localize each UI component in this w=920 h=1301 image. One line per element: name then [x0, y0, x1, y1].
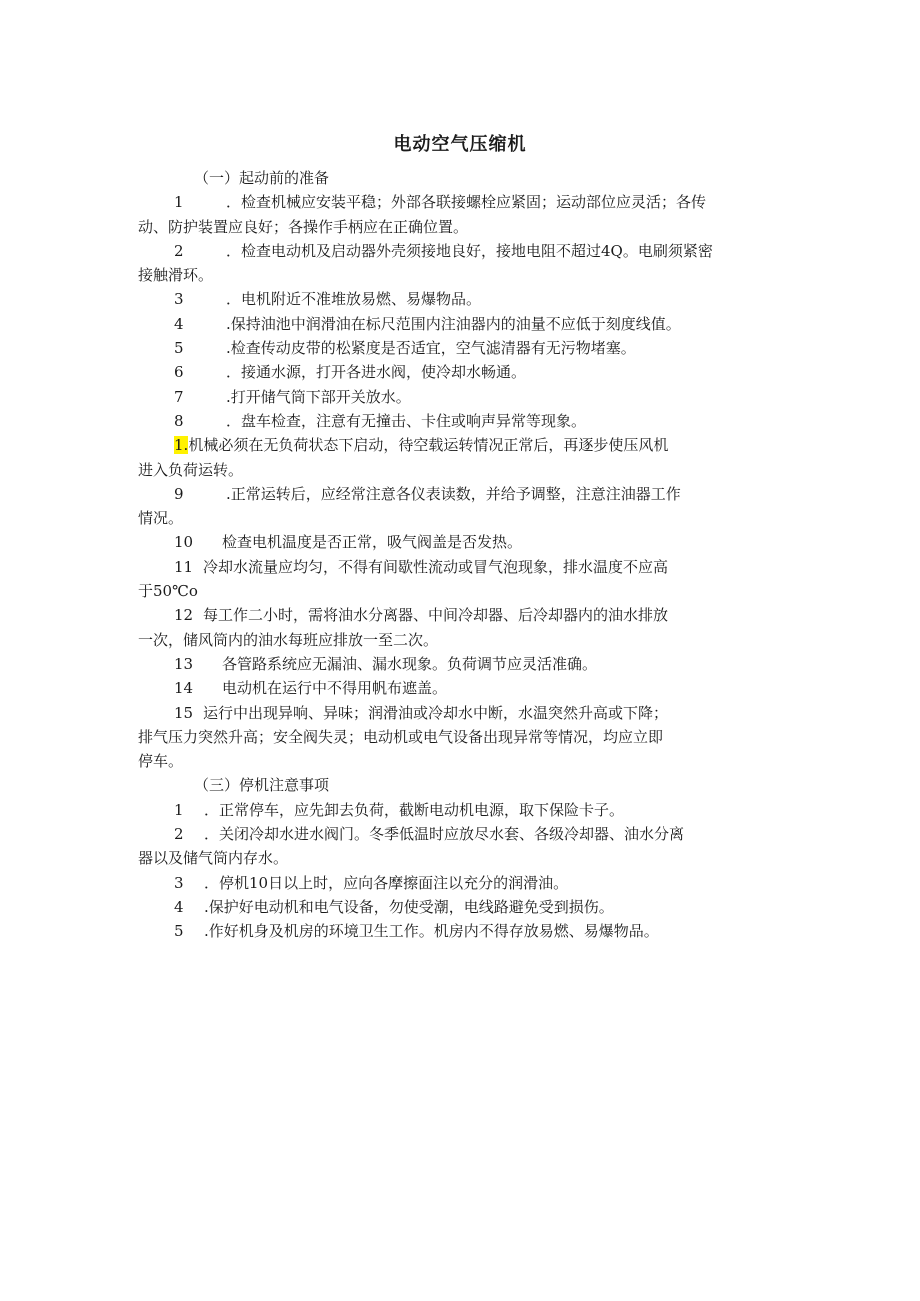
list-item: [138, 603, 784, 627]
item-text: 各管路系统应无漏油、漏水现象。负荷调节应灵活准确。: [222, 654, 598, 673]
list-item: [138, 336, 784, 360]
continuation-line: 器以及储气筒内存水。: [138, 849, 289, 868]
item-number: 4: [174, 314, 184, 333]
item-number: 10: [174, 533, 194, 552]
item-number: 7: [174, 387, 184, 406]
list-item: [138, 652, 784, 676]
list-item: [138, 676, 784, 700]
continuation-line: 接触滑环。: [138, 266, 214, 285]
item-number: 1: [174, 800, 184, 819]
list-item: [138, 895, 784, 919]
continuation-line: 排气压力突然升高；安全阀失灵；电动机或电气设备出现异常等情况，均应立即: [138, 727, 664, 746]
list-item: [138, 822, 784, 846]
item-text: .打开储气筒下部开关放水。: [226, 387, 411, 406]
page-title: 电动空气压缩机: [393, 134, 527, 155]
item-number: 5: [174, 922, 184, 941]
list-item: [138, 312, 784, 336]
list-item: [138, 385, 784, 409]
continuation-line: 一次，储风筒内的油水每班应排放一至二次。: [138, 630, 439, 649]
item-number: 9: [174, 484, 184, 503]
item-number: 11: [174, 557, 194, 576]
item-text: 每工作二小时，需将油水分离器、中间冷却器、后冷却器内的油水排放: [203, 606, 669, 625]
list-item: [138, 871, 784, 895]
item-text: .检查传动皮带的松紧度是否适宜，空气滤清器有无污物堵塞。: [226, 339, 636, 358]
item-text: 冷却水流量应均匀，不得有间歇性流动或冒气泡现象，排水温度不应高: [203, 557, 669, 576]
item-number: 14: [174, 679, 194, 698]
item-text: ．检查机械应安装平稳；外部各联接螺栓应紧固；运动部位应灵活；各传: [226, 193, 707, 212]
list-item: [138, 555, 784, 579]
item-text: 机械必须在无负荷状态下启动，待空载运转情况正常后，再逐步使压风机: [188, 436, 669, 455]
item-number: 15: [174, 703, 194, 722]
item-text: .作好机身及机房的环境卫生工作。机房内不得存放易燃、易爆物品。: [204, 922, 659, 941]
list-item: [138, 190, 784, 214]
list-item: [138, 239, 784, 263]
list-item: [138, 409, 784, 433]
list-item: [138, 360, 784, 384]
item-text: ．正常停车，应先卸去负荷，截断电动机电源，取下保险卡子。: [204, 800, 625, 819]
continuation-line: 于50℃o: [138, 582, 198, 601]
item-text: ．检查电动机及启动器外壳须接地良好，接地电阻不超过4Q。电刷须紧密: [226, 241, 713, 260]
section-heading: （三）停机注意事项: [194, 776, 330, 795]
list-item: [138, 482, 784, 506]
item-text: ．关闭冷却水进水阀门。冬季低温时应放尽水套、各级冷却器、油水分离: [204, 825, 685, 844]
item-number: 13: [174, 654, 194, 673]
list-item: [138, 287, 784, 311]
continuation-line: 进入负荷运转。: [138, 460, 244, 479]
list-item: [138, 798, 784, 822]
list-item: [138, 530, 784, 554]
item-text: ．接通水源，打开各进水阀，使冷却水畅通。: [226, 363, 527, 382]
item-number: 2: [174, 241, 184, 260]
item-number: 12: [174, 606, 194, 625]
item-text: ．停机10日以上时，应向各摩擦面注以充分的润滑油。: [204, 873, 569, 892]
continuation-line: 动、防护装置应良好；各操作手柄应在正确位置。: [138, 217, 469, 236]
continuation-line: 停车。: [138, 752, 184, 771]
continuation-line: 情况。: [138, 509, 184, 528]
item-number: 8: [174, 411, 184, 430]
item-number: 5: [174, 339, 184, 358]
document-body: [138, 166, 784, 944]
item-text: ．盘车检查，注意有无撞击、卡住或响声异常等现象。: [226, 411, 587, 430]
item-number: 3: [174, 290, 184, 309]
item-text: .正常运转后，应经常注意各仪表读数，并给予调整，注意注油器工作: [226, 484, 681, 503]
item-number: 1: [174, 193, 184, 212]
item-number: 6: [174, 363, 184, 382]
highlighted-item-number: 1.: [174, 436, 189, 455]
item-text: ．电机附近不准堆放易燃、易爆物品。: [226, 290, 482, 309]
item-text: 检查电机温度是否正常，吸气阀盖是否发热。: [222, 533, 523, 552]
item-text: .保护好电动机和电气设备，勿使受潮，电线路避免受到损伤。: [204, 897, 614, 916]
item-text: 运行中出现异响、异味；润滑油或冷却水中断，水温突然升高或下降；: [203, 703, 669, 722]
list-item: [138, 701, 784, 725]
item-number: 4: [174, 897, 184, 916]
item-text: .保持油池中润滑油在标尺范围内注油器内的油量不应低于刻度线值。: [226, 314, 681, 333]
item-text: 电动机在运行中不得用帆布遮盖。: [222, 679, 448, 698]
item-number: 3: [174, 873, 184, 892]
item-number: 2: [174, 825, 184, 844]
section-heading: （一）起动前的准备: [194, 169, 330, 187]
list-item: [138, 919, 784, 943]
list-item: [138, 433, 784, 457]
